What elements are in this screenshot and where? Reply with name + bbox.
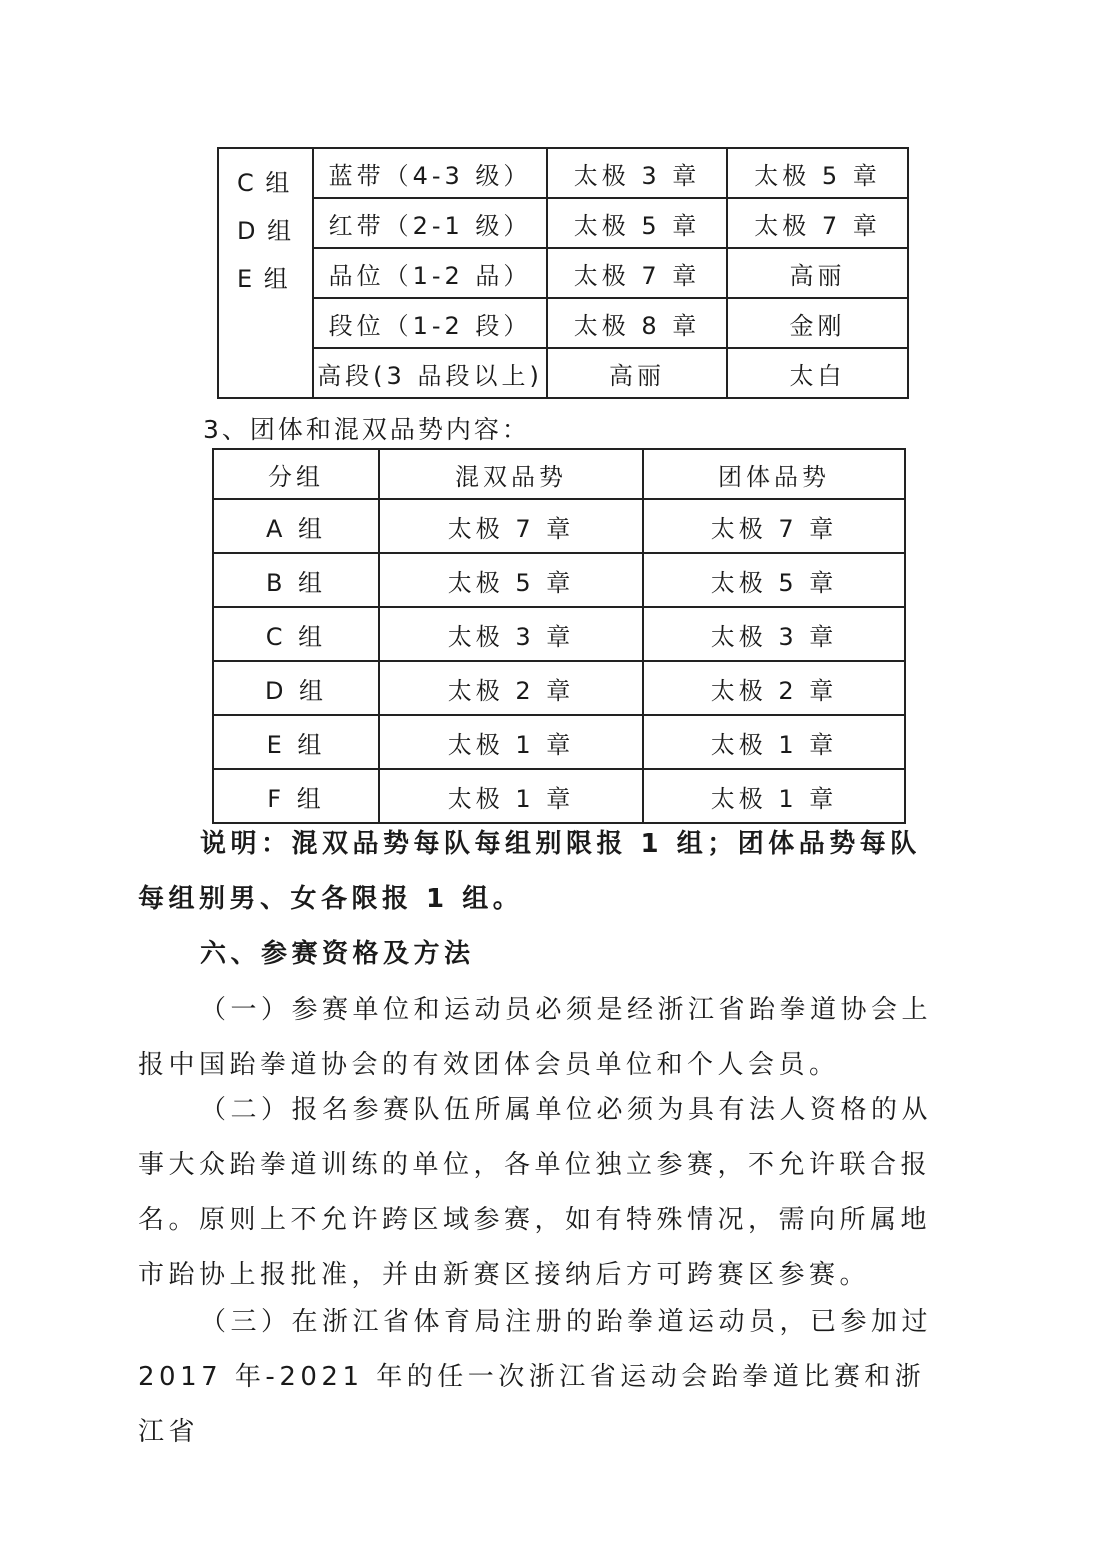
level-cell: 红带（2-1 级） [313, 198, 547, 248]
team-form-table [212, 448, 906, 824]
form-cell: 太极 1 章 [643, 715, 905, 769]
group-cell [218, 148, 313, 398]
form-cell: 金刚 [727, 298, 908, 348]
group-cell: C 组 [213, 607, 379, 661]
group-cell: B 组 [213, 553, 379, 607]
form-cell: 太极 3 章 [547, 148, 727, 198]
form-cell: 太白 [727, 348, 908, 398]
belt-form-table [217, 147, 909, 399]
form-cell: 高丽 [547, 348, 727, 398]
form-cell: 太极 5 章 [727, 148, 908, 198]
group-cell: F 组 [213, 769, 379, 823]
note-paragraph: 说明：混双品势每队每组别限报 1 组；团体品势每队每组别男、女各限报 1 组。 [138, 829, 921, 914]
form-cell: 太极 7 章 [379, 499, 643, 553]
form-cell: 太极 2 章 [643, 661, 905, 715]
table-row [213, 607, 905, 661]
table-row [218, 198, 908, 248]
paragraph-1: （一）参赛单位和运动员必须是经浙江省跆拳道协会上报中国跆拳道协会的有效团体会员单位和个人会员。 [138, 995, 933, 1080]
form-cell: 太极 8 章 [547, 298, 727, 348]
table-row [213, 553, 905, 607]
form-cell: 太极 5 章 [547, 198, 727, 248]
level-cell: 段位（1-2 段） [313, 298, 547, 348]
section6-title: 六、参赛资格及方法 [200, 939, 475, 969]
form-cell: 太极 5 章 [643, 553, 905, 607]
form-cell: 太极 3 章 [379, 607, 643, 661]
section3-title: 3、团体和混双品势内容： [203, 415, 530, 444]
group-cell: A 组 [213, 499, 379, 553]
paragraph-2: （二）报名参赛队伍所属单位必须为具有法人资格的从事大众跆拳道训练的单位，各单位独立参赛，不允许联合报名。原则上不允许跨区域参赛，如有特殊情况，需向所属地市跆协上报批准，并由新赛区接纳后方可跨赛区参赛。 [138, 1095, 933, 1290]
form-cell: 太极 1 章 [379, 769, 643, 823]
group-label: C 组 [237, 169, 292, 197]
group-label: D 组 [237, 217, 294, 245]
form-cell: 太极 3 章 [643, 607, 905, 661]
group-label: E 组 [237, 265, 290, 293]
level-cell: 蓝带（4-3 级） [313, 148, 547, 198]
form-cell: 太极 1 章 [643, 769, 905, 823]
form-cell: 太极 2 章 [379, 661, 643, 715]
form-cell: 太极 7 章 [547, 248, 727, 298]
form-cell: 高丽 [727, 248, 908, 298]
column-header: 团体品势 [643, 449, 905, 499]
table-row [218, 298, 908, 348]
form-cell: 太极 7 章 [727, 198, 908, 248]
table-row [213, 715, 905, 769]
table-row [213, 499, 905, 553]
table-row [213, 661, 905, 715]
column-header: 混双品势 [379, 449, 643, 499]
table-row [218, 348, 908, 398]
table-row [218, 148, 908, 198]
table-row [218, 248, 908, 298]
table-header-row [213, 449, 905, 499]
form-cell: 太极 1 章 [379, 715, 643, 769]
level-cell: 品位（1-2 品） [313, 248, 547, 298]
level-cell: 高段(3 品段以上) [313, 348, 547, 398]
table-row [213, 769, 905, 823]
form-cell: 太极 5 章 [379, 553, 643, 607]
form-cell: 太极 7 章 [643, 499, 905, 553]
group-cell: D 组 [213, 661, 379, 715]
column-header: 分组 [213, 449, 379, 499]
paragraph-3: （三）在浙江省体育局注册的跆拳道运动员，已参加过 2017 年-2021 年的任一次浙江省运动会跆拳道比赛和浙江省 [138, 1307, 933, 1447]
group-cell: E 组 [213, 715, 379, 769]
